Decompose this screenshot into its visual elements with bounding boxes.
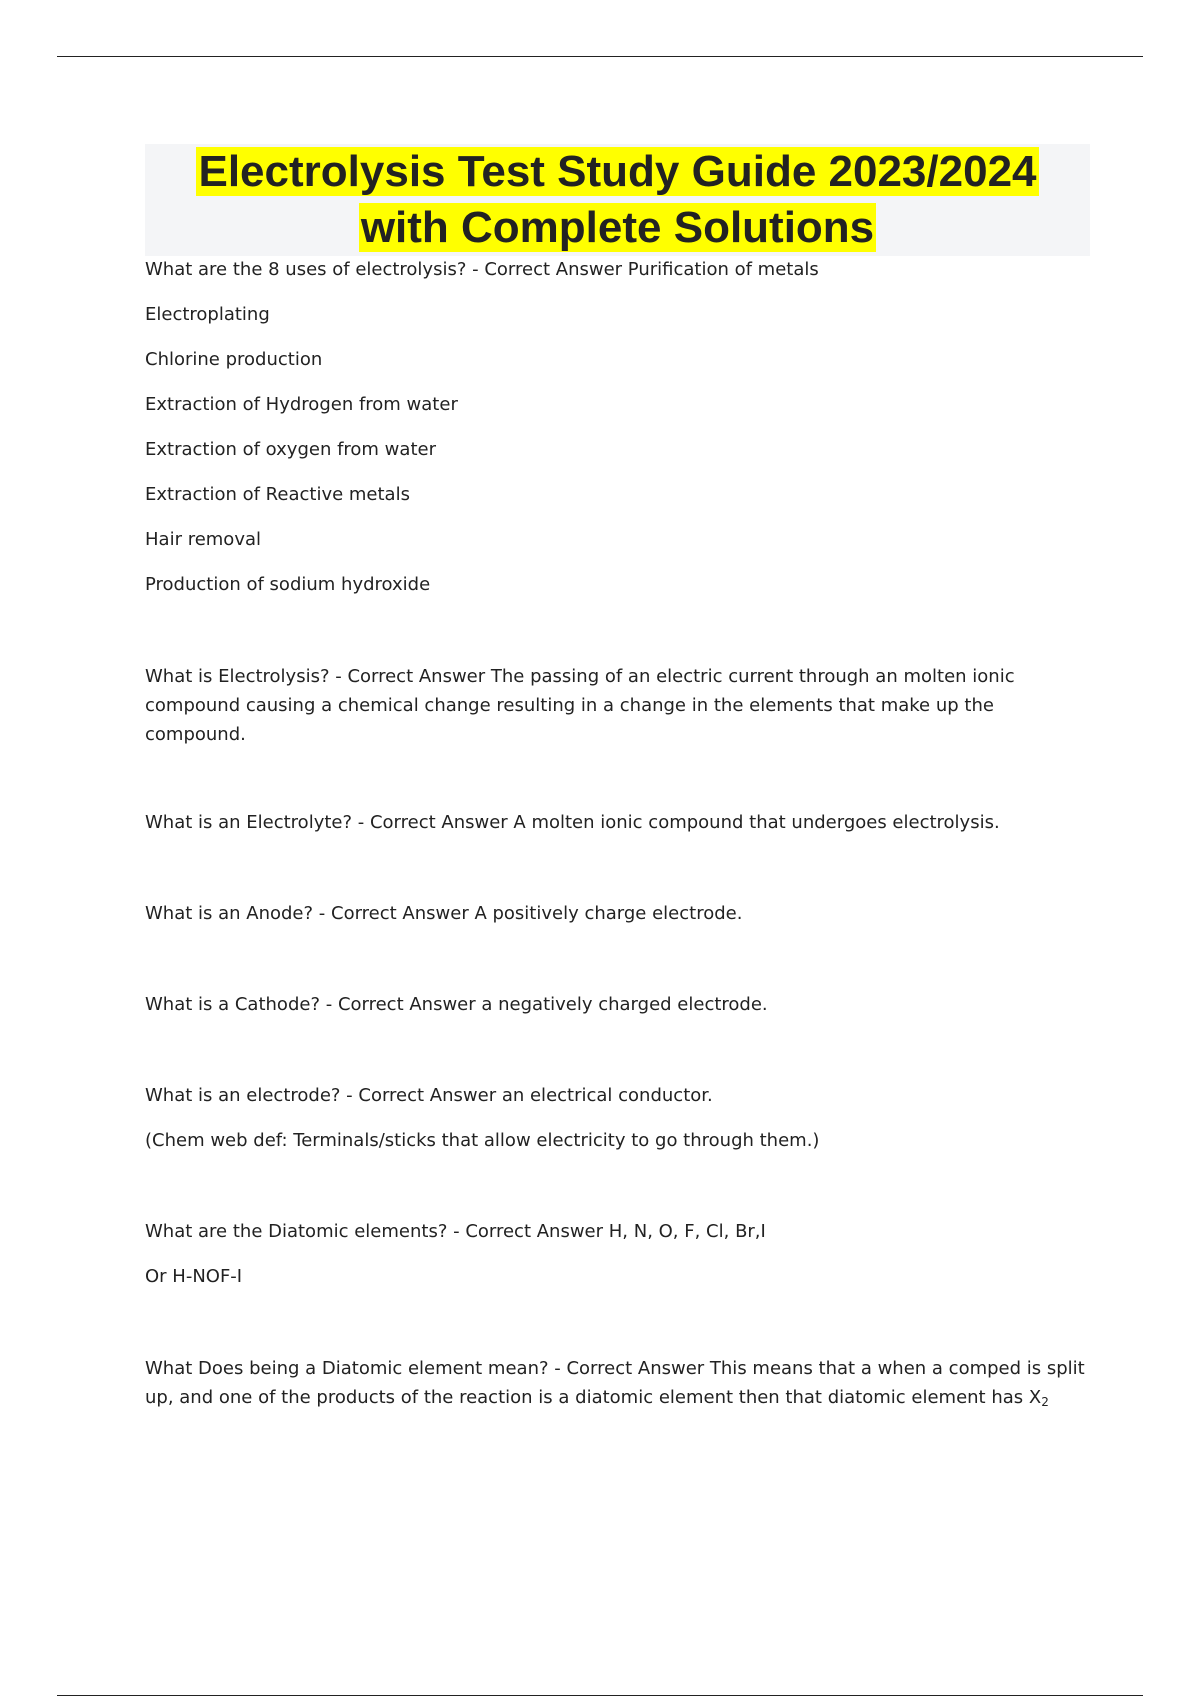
question-electrolyte: What is an Electrolyte? - Correct Answer A molten ionic compound that undergoes electrolysis. <box>145 812 1000 833</box>
question-diatomic-meaning-line-2-text: up, and one of the products of the reaction is a diatomic element then that diatomic element has X <box>145 1387 1042 1408</box>
spacer <box>145 749 1090 809</box>
question-diatomic-meaning-line-1: What Does being a Diatomic element mean? - Correct Answer This means that a when a comped is split <box>145 1358 1085 1379</box>
title-line-2: with Complete Solutions <box>360 203 875 252</box>
question-cathode: What is a Cathode? - Correct Answer a negatively charged electrode. <box>145 994 768 1015</box>
document-body <box>145 256 1090 1417</box>
list-item: Electroplating <box>145 304 270 325</box>
document-title <box>145 144 1090 256</box>
list-item: Hair removal <box>145 529 261 550</box>
spacer <box>145 1308 1090 1354</box>
top-rule <box>57 56 1143 57</box>
question-electrolysis-line-2: compound causing a chemical change resulting in a change in the elements that make up the <box>145 695 994 716</box>
question-electrode: What is an electrode? - Correct Answer an electrical conductor. <box>145 1085 713 1106</box>
question-uses: What are the 8 uses of electrolysis? - Correct Answer Purification of metals <box>145 259 819 280</box>
question-anode: What is an Anode? - Correct Answer A positively charge electrode. <box>145 903 743 924</box>
list-item: Chlorine production <box>145 349 323 370</box>
list-item: Extraction of oxygen from water <box>145 439 436 460</box>
spacer <box>145 945 1090 991</box>
list-item: Production of sodium hydroxide <box>145 574 431 595</box>
list-item: Extraction of Hydrogen from water <box>145 394 458 415</box>
question-diatomic-meaning-line-2 <box>145 1383 1090 1417</box>
diatomic-mnemonic: Or H-NOF-I <box>145 1266 243 1287</box>
title-block <box>145 144 1090 256</box>
spacer <box>145 1036 1090 1082</box>
question-diatomic-elements: What are the Diatomic elements? - Correct Answer H, N, O, F, Cl, Br,I <box>145 1221 766 1242</box>
spacer <box>145 854 1090 900</box>
subscript: 2 <box>1041 1395 1049 1409</box>
list-item: Extraction of Reactive metals <box>145 484 410 505</box>
spacer <box>145 1172 1090 1218</box>
question-electrolysis-line-3: compound. <box>145 724 246 745</box>
question-diatomic-meaning <box>145 1354 1090 1417</box>
question-electrolysis-line-1: What is Electrolysis? - Correct Answer The passing of an electric current through an molten ionic <box>145 666 1015 687</box>
question-electrolysis <box>145 662 1090 749</box>
electrode-note: (Chem web def: Terminals/sticks that allow electricity to go through them.) <box>145 1130 820 1151</box>
spacer <box>145 616 1090 662</box>
title-line-1: Electrolysis Test Study Guide 2023/2024 <box>198 147 1037 196</box>
bottom-rule <box>57 1695 1143 1696</box>
